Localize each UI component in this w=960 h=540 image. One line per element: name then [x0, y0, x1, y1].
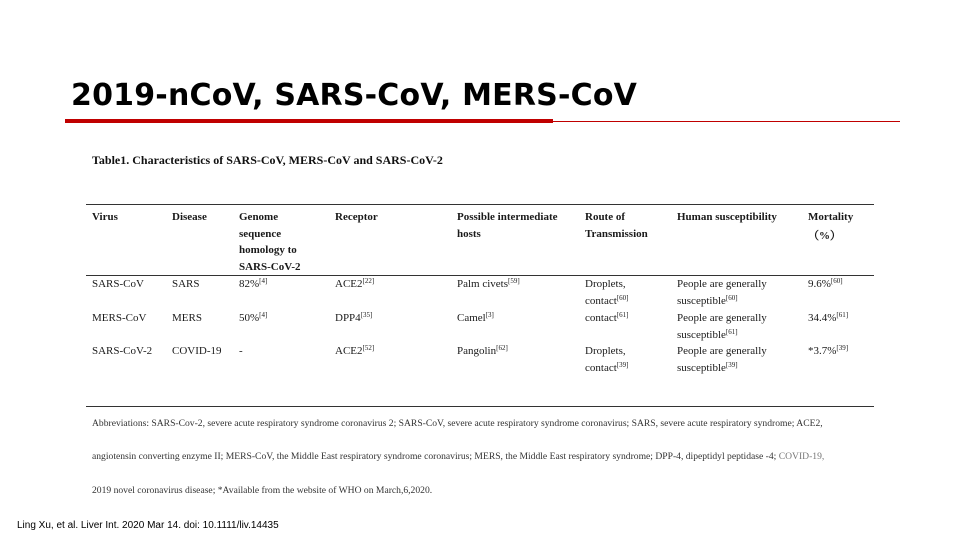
- table-row: [92, 276, 144, 293]
- cell-receptor: DPP4[35]: [335, 311, 373, 324]
- header-virus: Virus: [92, 211, 118, 223]
- cell-disease: COVID-19: [172, 345, 222, 357]
- header-route: Route of Transmission: [585, 211, 648, 240]
- cell-homology: 82%[4]: [239, 277, 268, 290]
- cell-virus: SARS-CoV: [92, 278, 144, 290]
- cell-virus: MERS-CoV: [92, 312, 147, 324]
- cell-disease: MERS: [172, 312, 202, 324]
- cell-mortality: 34.4%[61]: [808, 311, 849, 324]
- table-top-rule: [86, 204, 874, 205]
- cell-mortality: *3.7%[39]: [808, 344, 849, 357]
- cell-route: Droplets, contact[39]: [585, 345, 629, 374]
- abbreviations-line-1: Abbreviations: SARS-Cov-2, severe acute respiratory syndrome coronavirus 2; SARS-CoV, severe acute respiratory syndrome coronavirus; SARS, severe acute respiratory syndrome; ACE2,: [92, 418, 823, 429]
- cell-disease: SARS: [172, 278, 200, 290]
- table-row: [92, 310, 146, 327]
- cell-mortality: 9.6%[60]: [808, 277, 843, 290]
- header-genome: Genome sequence homology to SARS-CoV-2: [239, 211, 301, 273]
- header-disease: Disease: [172, 211, 207, 223]
- cell-host: Camel[3]: [457, 311, 494, 324]
- header-receptor: Receptor: [335, 211, 378, 223]
- title-underline-thin: [553, 121, 900, 122]
- slide-title: 2019-nCoV, SARS-CoV, MERS-CoV: [71, 78, 638, 113]
- header-hosts: Possible intermediate hosts: [457, 211, 558, 240]
- header-susceptibility: Human susceptibility: [677, 211, 777, 223]
- cell-susceptibility: People are generally susceptible[61]: [677, 312, 767, 341]
- cell-homology: 50%[4]: [239, 311, 268, 324]
- table-row: [92, 343, 152, 360]
- table-bottom-rule: [86, 406, 874, 407]
- abbreviations-line-2: angiotensin converting enzyme II; MERS-CoV, the Middle East respiratory syndrome coronavirus; MERS, the Middle East respiratory syndrome; DPP-4, dipeptidyl peptidase -4; COVID-19,: [92, 451, 825, 462]
- cell-receptor: ACE2[52]: [335, 344, 375, 357]
- table-caption: Table1. Characteristics of SARS-CoV, MERS-CoV and SARS-CoV-2: [92, 153, 443, 167]
- cell-susceptibility: People are generally susceptible[60]: [677, 278, 767, 307]
- cell-route: Droplets, contact[60]: [585, 278, 629, 307]
- cell-virus: SARS-CoV-2: [92, 345, 153, 357]
- cell-host: Palm civets[59]: [457, 277, 520, 290]
- header-mortality: Mortality （%）: [808, 211, 854, 242]
- cell-homology: -: [239, 345, 243, 357]
- cell-host: Pangolin[62]: [457, 344, 508, 357]
- cell-susceptibility: People are generally susceptible[39]: [677, 345, 767, 374]
- abbreviations-line-3: 2019 novel coronavirus disease; *Available from the website of WHO on March,6,2020.: [92, 485, 433, 496]
- cell-receptor: ACE2[22]: [335, 277, 375, 290]
- citation: Ling Xu, et al. Liver Int. 2020 Mar 14. doi: 10.1111/liv.14435: [17, 520, 279, 531]
- title-underline-thick: [65, 119, 553, 123]
- cell-route: contact[61]: [585, 311, 629, 324]
